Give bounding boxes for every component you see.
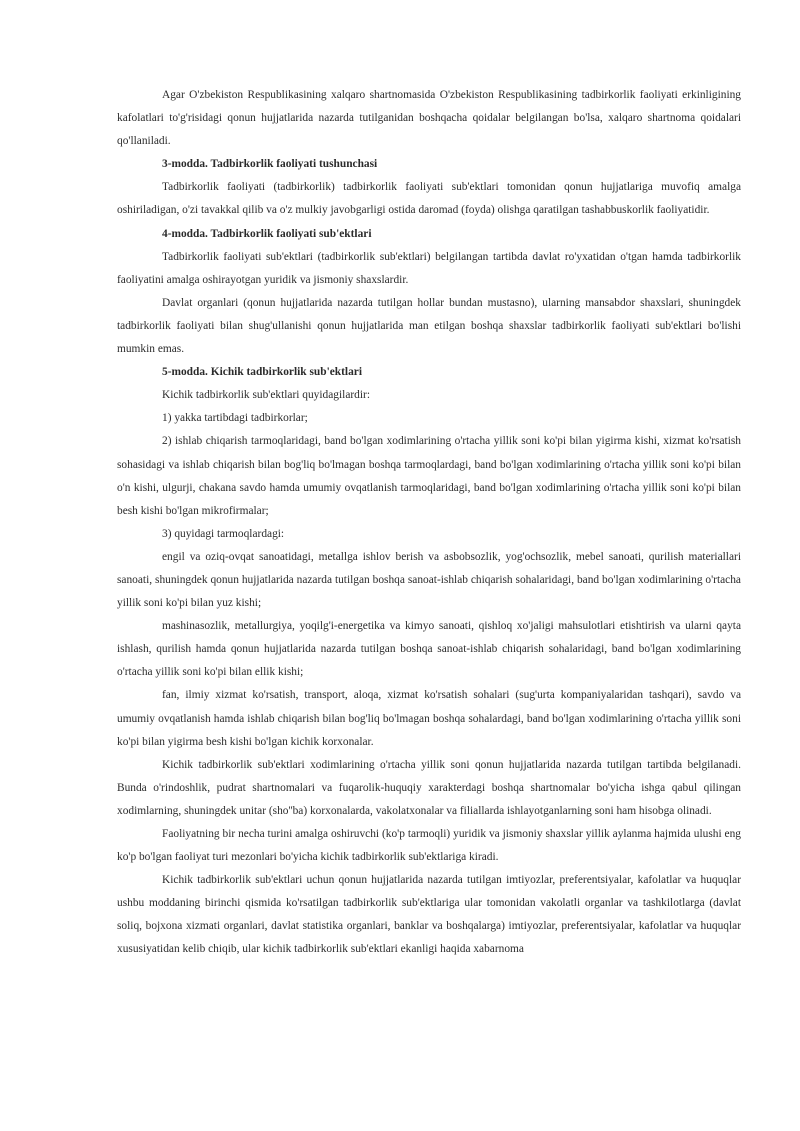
paragraph-2: Tadbirkorlik faoliyati (tadbirkorlik) tadbirkorlik faoliyati sub'ektlari tomonidan qonun hujjatlariga muvofiq amalga oshiriladigan, o'zi tavakkal qilib va o'z mulkiy javobgarligi ostida daromad (foyda) olishga qaratilgan tashabbuskorlik faoliyatidir. — [117, 181, 741, 217]
paragraph-4: Davlat organlari (qonun hujjatlarida nazarda tutilgan hollar bundan mustasno), ularning mansabdor shaxslari, shuningdek tadbirkorlik faoliyati bilan shug'ullanishi qonun hujjatlarida man etilgan boshqa shaxslar tadbirkorlik faoliyati sub'ektlari bo'lishi mumkin emas. — [117, 296, 741, 356]
list-item-3: 3) quyidagi tarmoqlardagi: — [162, 527, 285, 540]
sub-item-heavy-industry: mashinasozlik, metallurgiya, yoqilg'i-energetika va kimyo sanoati, qishloq xo'jaligi mahsulotlari etishtirish va ularni qayta ishlash, qurilish hamda qonun hujjatlarida nazarda tutilgan boshqa sanoat-ishlab chiqarish sohalaridagi, band bo'lgan xodimlarining o'rtacha yillik soni ko'pi bilan ellik kishi; — [117, 620, 741, 679]
paragraph-1: Agar O'zbekiston Respublikasining xalqaro shartnomasida O'zbekiston Respublikasining tadbirkorlik faoliyati erkinligining kafolatlari to'g'risidagi qonun hujjatlarida nazarda tutilganidan boshqacha qoidalar belgilangan bo'lsa, xalqaro shartnoma qoidalari qo'llaniladi. — [117, 89, 741, 148]
document-page — [117, 84, 741, 962]
list-item-1: 1) yakka tartibdagi tadbirkorlar; — [162, 412, 308, 425]
paragraph-8: Kichik tadbirkorlik sub'ektlari uchun qonun hujjatlarida nazarda tutilgan imtiyozlar, preferentsiyalar, kafolatlar va huquqlar ushbu moddaning birinchi qismida ko'rsatilgan tadbirkorlik sub'ektlariga ular tomonidan vakolatli organlar va tashkilotlarga (davlat soliq, bojxona xizmati organlari, davlat statistika organlari, banklar va boshqalarga) imtiyozlar, preferentsiyalar, kafolatlar va huquqlar xususiyatidan kelib chiqib, ular kichik tadbirkorlik sub'ektlari ekanligi haqida xabarnoma — [117, 874, 741, 956]
article-5-heading: 5-modda. Kichik tadbirkorlik sub'ektlari — [162, 366, 363, 379]
sub-item-light-industry: engil va oziq-ovqat sanoatidagi, metallga ishlov berish va asbobsozlik, yog'ochsozlik, mebel sanoati, qurilish materiallari sanoati, shuningdek qonun hujjatlarida nazarda tutilgan boshqa sanoat-ishlab chiqarish sohalaridagi, band bo'lgan xodimlarining o'rtacha yillik soni ko'pi bilan yuz kishi; — [117, 550, 741, 610]
article-4-heading: 4-modda. Tadbirkorlik faoliyati sub'ektlari — [162, 227, 372, 240]
paragraph-6: Kichik tadbirkorlik sub'ektlari xodimlarining o'rtacha yillik soni qonun hujjatlarida nazarda tutilgan tartibda belgilanadi. Bunda o'rindoshlik, pudrat shartnomalari va fuqarolik-huquqiy xarakterdagi boshqa shartnomalar bo'yicha ishga qabul qilingan xodimlarning, shuningdek unitar (sho''ba) korxonalarda, vakolatxonalar va filiallarda ishlayotganlarning soni ham hisobga olinadi. — [117, 758, 741, 817]
sub-item-services: fan, ilmiy xizmat ko'rsatish, transport, aloqa, xizmat ko'rsatish sohalari (sug'urta kompaniyalaridan tashqari), savdo va umumiy ovqatlanish hamda ishlab chiqarish bilan bog'liq bo'lmagan boshqa sohalardagi, band bo'lgan xodimlarining o'rtacha yillik soni ko'pi bilan yigirma besh kishi bo'lgan kichik korxonalar. — [117, 689, 741, 748]
list-item-2: 2) ishlab chiqarish tarmoqlaridagi, band bo'lgan xodimlarining o'rtacha yillik soni ko'pi bilan yigirma kishi, xizmat ko'rsatish sohasidagi va ishlab chiqarish bilan bog'liq bo'lmagan boshqa tarmoqlardagi, band bo'lgan xodimlarining o'rtacha yillik soni ko'pi bilan o'n kishi, ulgurji, chakana savdo hamda umumiy ovqatlanish tarmoqlaridagi, band bo'lgan xodimlarining o'rtacha yillik soni ko'pi bilan besh kishi bo'lgan mikrofirmalar; — [117, 435, 741, 517]
paragraph-7: Faoliyatning bir necha turini amalga oshiruvchi (ko'p tarmoqli) yuridik va jismoniy shaxslar yillik aylanma hajmida ulushi eng ko'p bo'lgan faoliyat turi mezonlari bo'yicha kichik tadbirkorlik sub'ektlariga kiradi. — [117, 828, 741, 864]
paragraph-3: Tadbirkorlik faoliyati sub'ektlari (tadbirkorlik sub'ektlari) belgilangan tartibda davlat ro'yxatidan o'tgan hamda tadbirkorlik faoliyatini amalga oshirayotgan yuridik va jismoniy shaxslardir. — [117, 250, 741, 286]
article-3-heading: 3-modda. Tadbirkorlik faoliyati tushunchasi — [162, 158, 378, 171]
paragraph-5: Kichik tadbirkorlik sub'ektlari quyidagilardir: — [162, 389, 370, 402]
